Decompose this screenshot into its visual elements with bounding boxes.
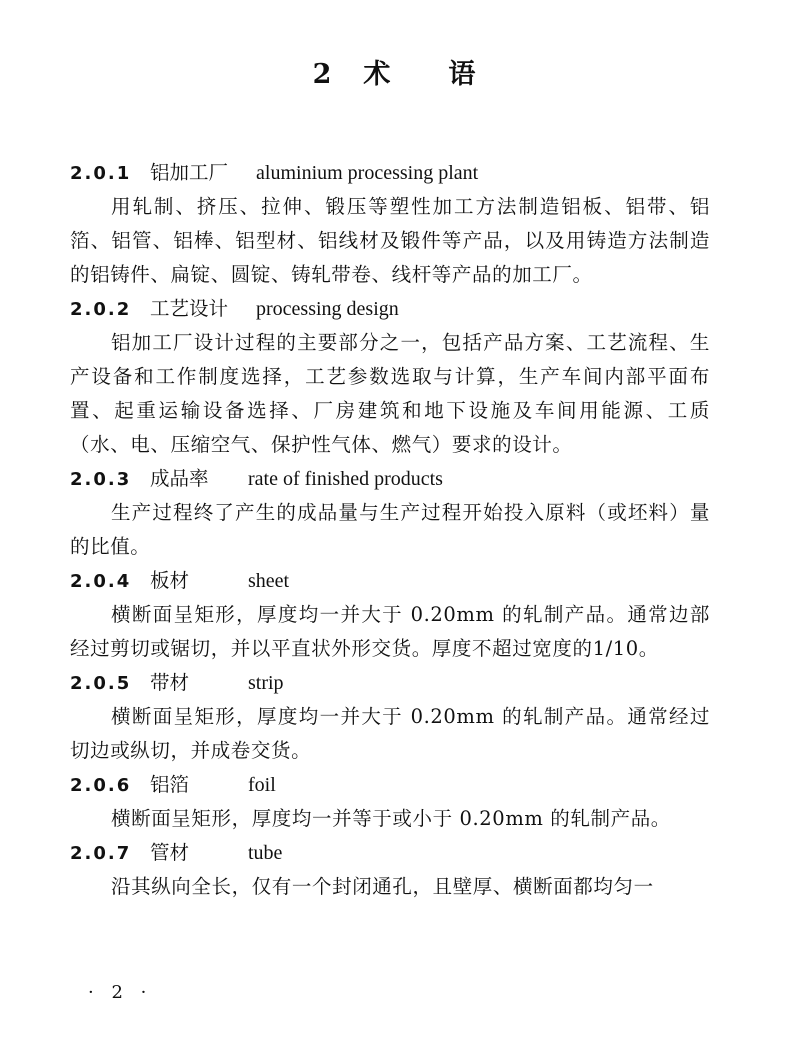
term-entry	[70, 768, 710, 836]
term-definition: 横断面呈矩形，厚度均一并等于或小于 0.20mm 的轧制产品。	[111, 807, 671, 830]
term-english: aluminium processing plant	[256, 162, 479, 184]
term-heading	[70, 768, 710, 802]
term-chinese: 铝箔	[150, 773, 190, 796]
term-heading	[70, 156, 710, 190]
term-number: 2.0.6	[70, 775, 132, 796]
term-heading	[70, 666, 710, 700]
term-english: sheet	[248, 570, 290, 592]
term-number: 2.0.2	[70, 299, 132, 320]
term-english: rate of finished products	[248, 468, 443, 490]
term-number: 2.0.3	[70, 469, 132, 490]
chapter-title	[0, 52, 790, 91]
chapter-title-part2: 语	[448, 59, 478, 90]
term-heading	[70, 564, 710, 598]
term-heading	[70, 836, 710, 870]
term-chinese: 工艺设计	[150, 297, 229, 320]
term-number: 2.0.1	[70, 163, 132, 184]
term-english: tube	[248, 842, 283, 864]
chapter-number: 2	[312, 59, 334, 90]
term-entry	[70, 666, 710, 768]
term-number: 2.0.5	[70, 673, 132, 694]
term-english: strip	[248, 672, 284, 694]
term-number: 2.0.4	[70, 571, 132, 592]
term-entry	[70, 462, 710, 564]
term-chinese: 成品率	[150, 467, 209, 490]
term-chinese: 带材	[150, 671, 190, 694]
term-chinese: 铝加工厂	[150, 161, 229, 184]
term-definition: 横断面呈矩形，厚度均一并大于 0.20mm 的轧制产品。通常边部经过剪切或锯切，并以平直状外形交货。厚度不超过宽度的1/10。	[70, 603, 710, 660]
term-entry	[70, 836, 710, 904]
chapter-title-part1: 术	[363, 59, 393, 90]
term-chinese: 管材	[150, 841, 190, 864]
term-definition: 用轧制、挤压、拉伸、锻压等塑性加工方法制造铝板、铝带、铝箔、铝管、铝棒、铝型材、铝线材及锻件等产品，以及用铸造方法制造的铝铸件、扁锭、圆锭、铸轧带卷、线杆等产品的加工厂。	[70, 195, 710, 286]
term-english: foil	[248, 774, 276, 796]
term-english: processing design	[256, 298, 399, 320]
term-definition: 铝加工厂设计过程的主要部分之一，包括产品方案、工艺流程、生产设备和工作制度选择，工艺参数选取与计算，生产车间内部平面布置、起重运输设备选择、厂房建筑和地下设施及车间用能源、工质（水、电、压缩空气、保护性气体、燃气）要求的设计。	[70, 331, 710, 456]
terms-list	[70, 156, 710, 904]
term-definition: 横断面呈矩形，厚度均一并大于 0.20mm 的轧制产品。通常经过切边或纵切，并成卷交货。	[70, 705, 710, 762]
term-entry	[70, 564, 710, 666]
term-heading	[70, 462, 710, 496]
page-number: · 2 ·	[88, 982, 153, 1003]
term-definition: 沿其纵向全长，仅有一个封闭通孔，且壁厚、横断面都均匀一	[111, 875, 654, 898]
term-entry	[70, 156, 710, 292]
term-entry	[70, 292, 710, 462]
term-heading	[70, 292, 710, 326]
term-definition: 生产过程终了产生的成品量与生产过程开始投入原料（或坯料）量的比值。	[70, 501, 710, 558]
term-chinese: 板材	[150, 569, 190, 592]
term-number: 2.0.7	[70, 843, 132, 864]
